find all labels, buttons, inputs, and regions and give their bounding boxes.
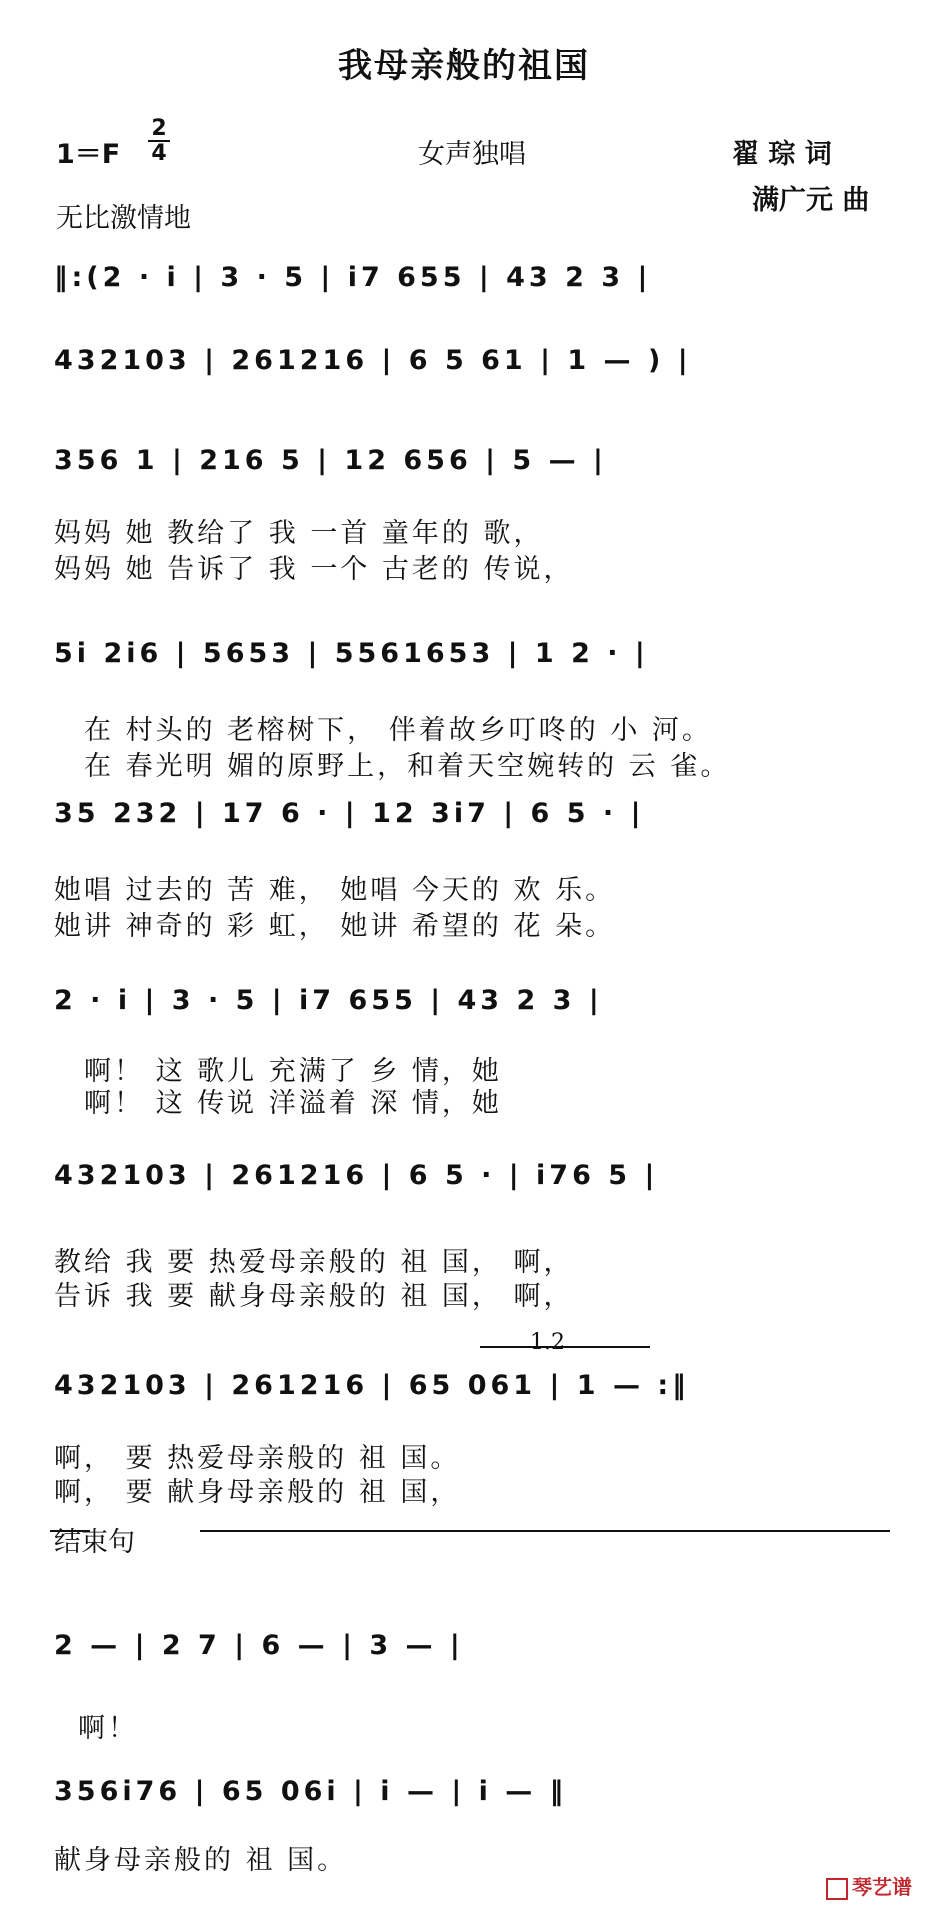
notation-line: 356 1 | 216 5 | 12 656 | 5 — | xyxy=(54,445,607,476)
lyric-verse-2: 在 春光明 媚的原野上，和着天空婉转的 云 雀。 xyxy=(84,751,731,782)
notation-line: 2 — | 2 7 | 6 — | 3 — | xyxy=(54,1630,464,1661)
watermark-logo xyxy=(826,1871,912,1900)
lyric-verse-2: 啊， 要 献身母亲般的 祖 国， xyxy=(54,1477,461,1508)
time-bottom: 4 xyxy=(151,141,167,166)
lyric-verse-1: 妈妈 她 教给了 我 一首 童年的 歌， xyxy=(54,518,544,549)
logo-icon xyxy=(826,1878,848,1900)
notation-line: 2 · i | 3 · 5 | i7 655 | 43 2 3 | xyxy=(54,985,603,1016)
time-signature xyxy=(148,118,170,164)
notation-line: 432103 | 261216 | 6 5 · | i76 5 | xyxy=(54,1160,659,1191)
song-title: 我母亲般的祖国 xyxy=(338,46,590,86)
lyric-verse-1: 啊， 要 热爱母亲般的 祖 国。 xyxy=(54,1443,461,1474)
lyric-verse-1: 啊！ 这 歌儿 充满了 乡 情，她 xyxy=(84,1056,502,1087)
lyric-verse-1: 在 村头的 老榕树下， 伴着故乡叮咚的 小 河。 xyxy=(84,715,712,746)
lyric-line: 啊！ xyxy=(78,1713,138,1744)
notation-line: 356i76 | 65 06i | i — | i — ‖ xyxy=(54,1776,568,1807)
lyric-line: 献身母亲般的 祖 国。 xyxy=(54,1845,348,1876)
lyric-verse-2: 告诉 我 要 献身母亲般的 祖 国， 啊， xyxy=(54,1281,574,1312)
notation-line: 5i 2i6 | 5653 | 5561653 | 1 2 · | xyxy=(54,638,649,669)
lyric-verse-2: 她讲 神奇的 彩 虹， 她讲 希望的 花 朵。 xyxy=(54,911,616,942)
notation-line: 35 232 | 17 6 · | 12 3i7 | 6 5 · | xyxy=(54,798,645,829)
notation-line: ‖:(2 · i | 3 · 5 | i7 655 | 43 2 3 | xyxy=(54,262,652,293)
notation-line: 432103 | 261216 | 6 5 61 | 1 — ) | xyxy=(54,345,692,376)
lyric-verse-1: 教给 我 要 热爱母亲般的 祖 国， 啊， xyxy=(54,1247,574,1278)
lyricist-credit: 翟 琮 词 xyxy=(732,139,832,170)
section-label-ending: 结束句 xyxy=(54,1527,135,1558)
performance-type: 女声独唱 xyxy=(418,139,526,170)
volta-label: 1.2 xyxy=(530,1330,565,1355)
section-rule-left xyxy=(50,1530,90,1532)
lyric-verse-1: 她唱 过去的 苦 难， 她唱 今天的 欢 乐。 xyxy=(54,875,616,906)
composer-credit: 满广元 曲 xyxy=(752,185,870,216)
lyric-verse-2: 妈妈 她 告诉了 我 一个 古老的 传说， xyxy=(54,554,574,585)
key-signature: 1＝F xyxy=(56,139,121,170)
volta-bracket xyxy=(480,1346,650,1348)
notation-line: 432103 | 261216 | 65 061 | 1 — :‖ xyxy=(54,1370,690,1401)
tempo-marking: 无比激情地 xyxy=(56,203,191,234)
time-top: 2 xyxy=(151,116,167,141)
section-rule-right xyxy=(200,1530,890,1532)
watermark-text: 琴艺谱 xyxy=(852,1875,912,1899)
lyric-verse-2: 啊！ 这 传说 洋溢着 深 情，她 xyxy=(84,1088,502,1119)
